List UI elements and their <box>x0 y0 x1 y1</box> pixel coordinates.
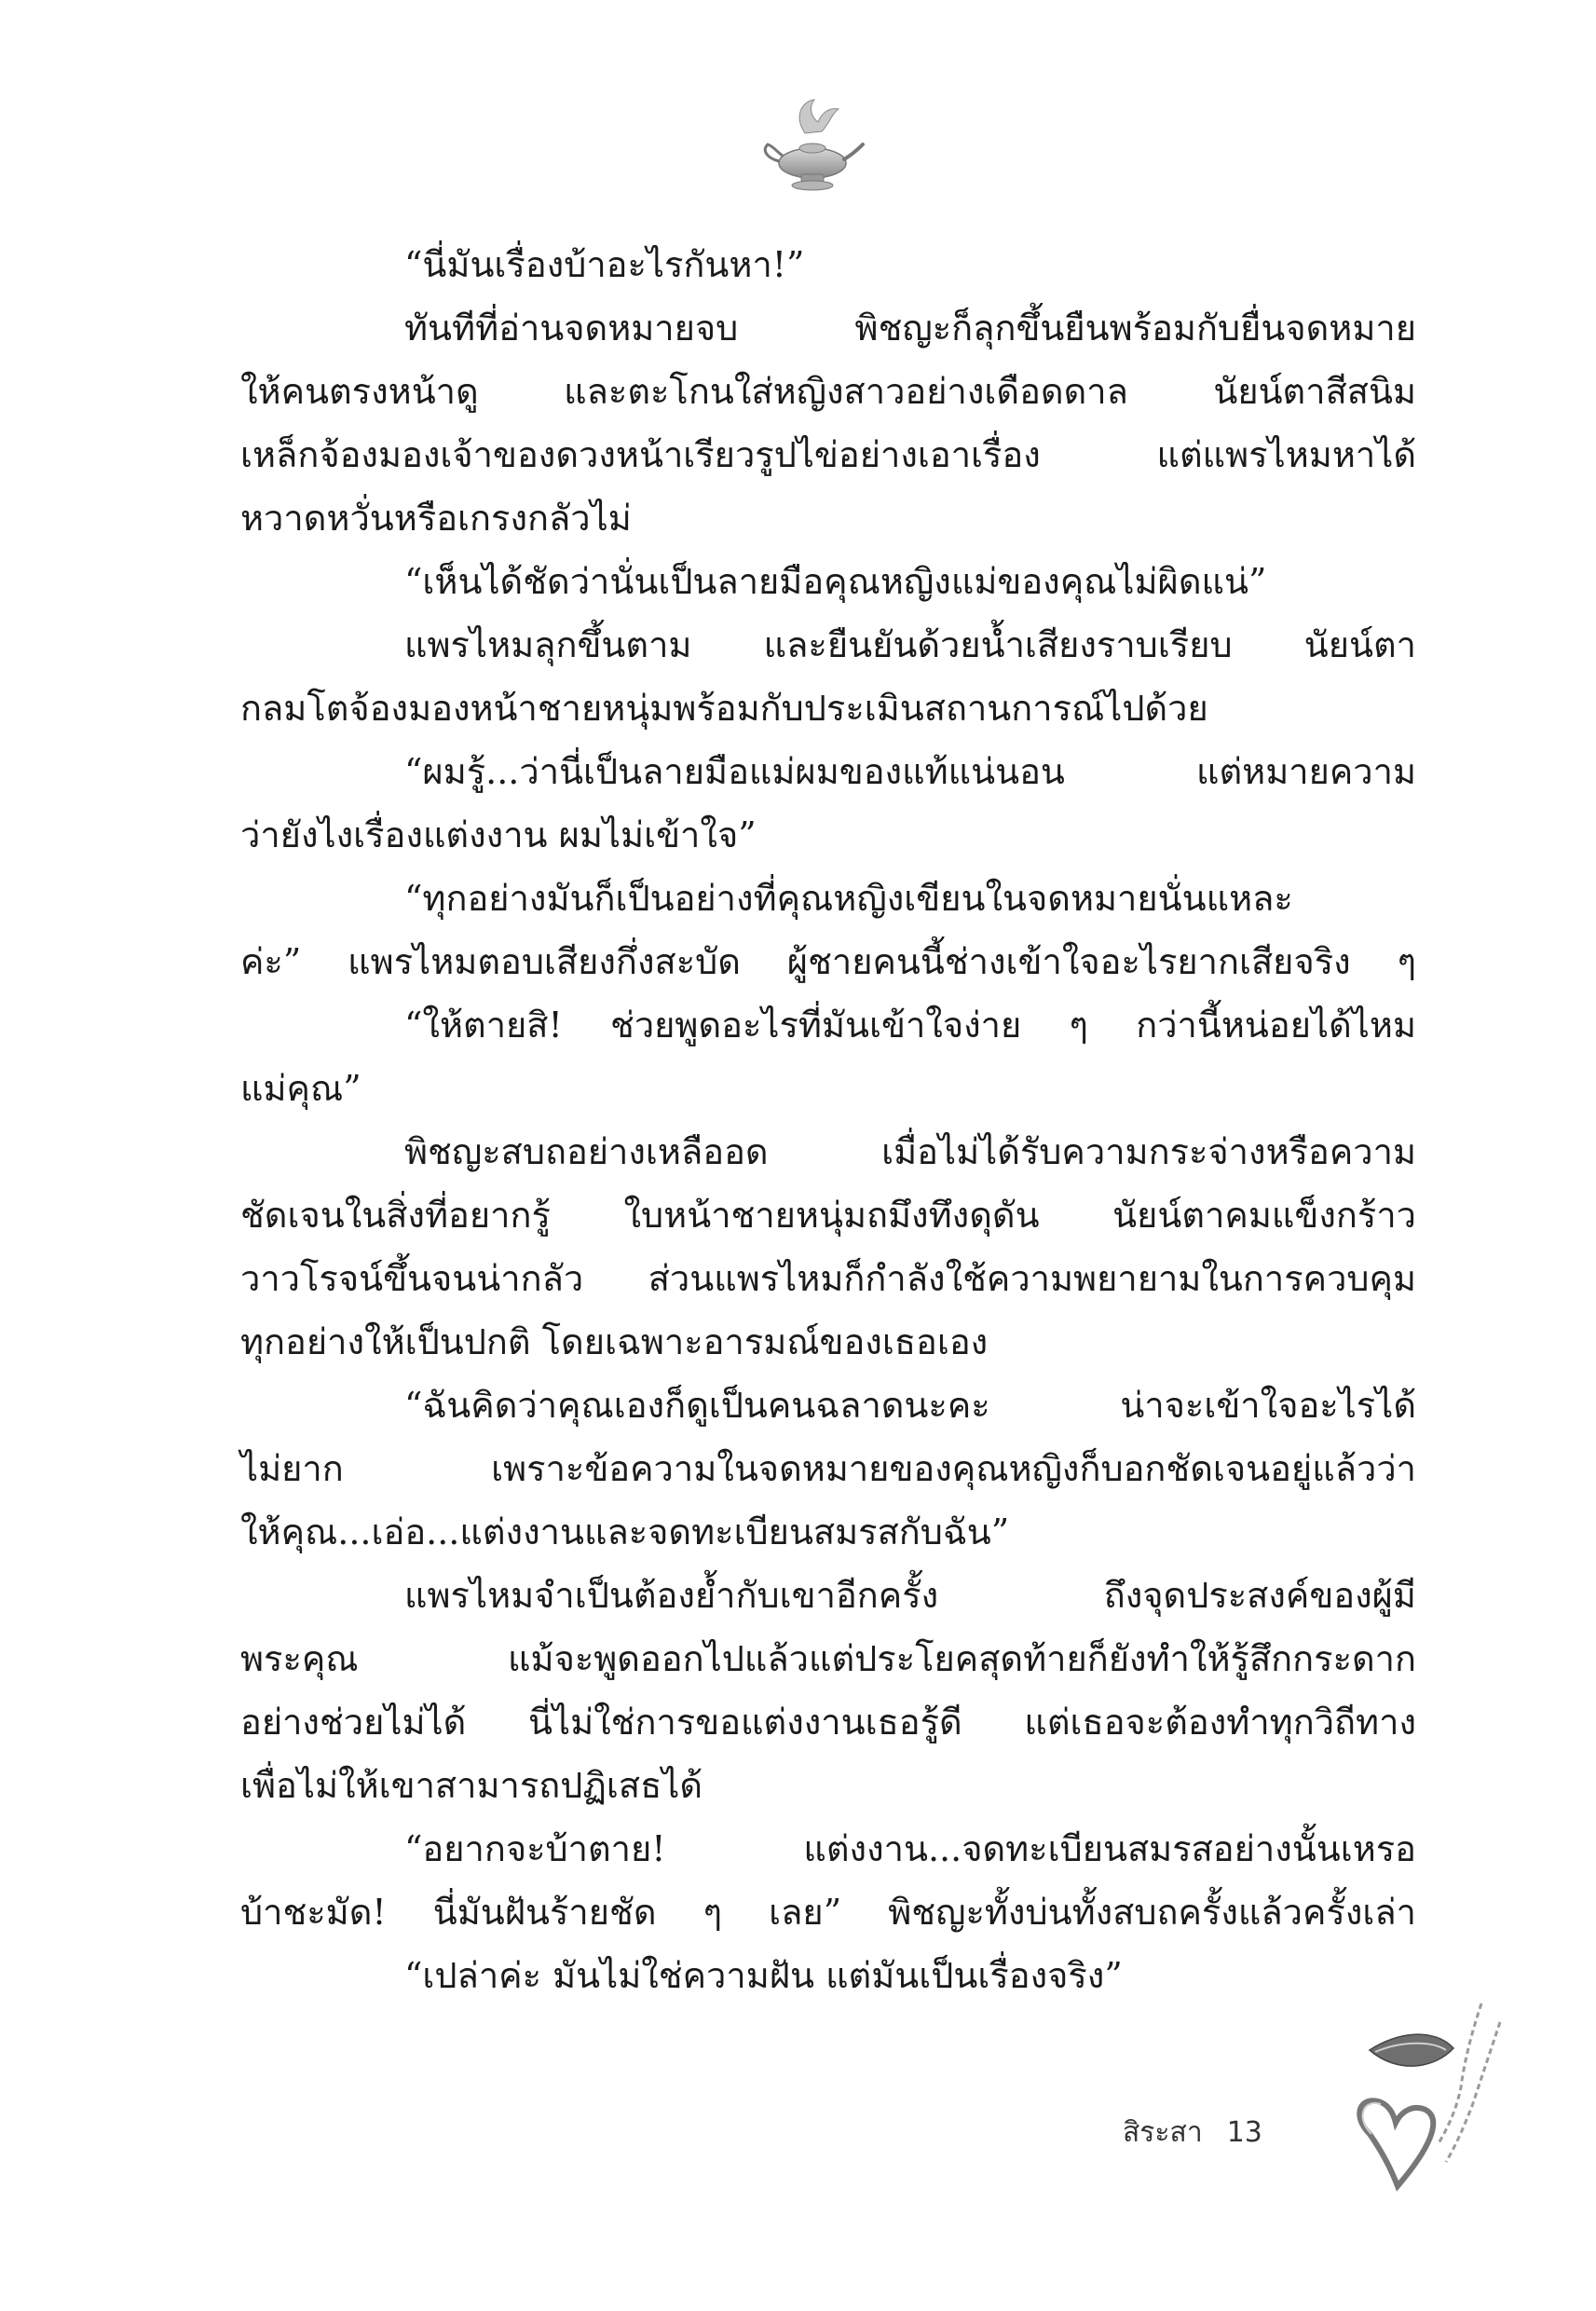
author-name: สิระสา <box>1123 2116 1203 2149</box>
text-line: พิชญะสบถอย่างเหลืออด เมื่อไม่ได้รับความกระจ่างหรือความ <box>404 1131 1416 1172</box>
text-line: ไม่ยาก เพราะข้อความในจดหมายของคุณหญิงก็บอกชัดเจนอยู่แล้วว่า <box>240 1448 1416 1489</box>
page-number: 13 <box>1226 2116 1262 2149</box>
text-line: ให้คนตรงหน้าดู และตะโกนใส่หญิงสาวอย่างเดือดดาล นัยน์ตาสีสนิม <box>240 371 1416 412</box>
text-line: “ทุกอย่างมันก็เป็นอย่างที่คุณหญิงเขียนในจดหมายนั่นแหละ <box>404 878 1293 919</box>
text-line: “นี่มันเรื่องบ้าอะไรกันหา!” <box>404 244 805 285</box>
body-text <box>240 233 1416 2007</box>
text-line: “ฉันคิดว่าคุณเองก็ดูเป็นคนฉลาดนะคะ น่าจะเข้าใจอะไรได้ <box>404 1385 1416 1426</box>
genie-lamp-icon <box>757 89 868 200</box>
heart-pendant-icon <box>1342 1994 1509 2199</box>
text-line: แพรไหมลุกขึ้นตาม และยืนยันด้วยน้ำเสียงราบเรียบ นัยน์ตา <box>404 624 1416 665</box>
text-line: ค่ะ” แพรไหมตอบเสียงกึ่งสะบัด ผู้ชายคนนี้ช่างเข้าใจอะไรยากเสียจริง ๆ <box>240 941 1416 982</box>
text-line: “เห็นได้ชัดว่านั่นเป็นลายมือคุณหญิงแม่ของคุณไม่ผิดแน่” <box>404 561 1267 602</box>
text-line: เหล็กจ้องมองเจ้าของดวงหน้าเรียวรูปไข่อย่างเอาเรื่อง แต่แพรไหมหาได้ <box>240 434 1416 475</box>
text-line: บ้าชะมัด! นี่มันฝันร้ายชัด ๆ เลย” พิชญะทั้งบ่นทั้งสบถครั้งแล้วครั้งเล่า <box>240 1892 1416 1933</box>
text-line: พระคุณ แม้จะพูดออกไปแล้วแต่ประโยคสุดท้ายก็ยังทำให้รู้สึกกระดาก <box>240 1638 1416 1679</box>
text-line: เพื่อไม่ให้เขาสามารถปฏิเสธได้ <box>240 1765 703 1806</box>
text-line: “ผมรู้...ว่านี่เป็นลายมือแม่ผมของแท้แน่นอน แต่หมายความ <box>404 751 1416 792</box>
text-line: วาวโรจน์ขึ้นจนน่ากลัว ส่วนแพรไหมก็กำลังใช้ความพยายามในการควบคุม <box>240 1258 1416 1299</box>
text-line: ชัดเจนในสิ่งที่อยากรู้ ใบหน้าชายหนุ่มถมึงทึงดุดัน นัยน์ตาคมแข็งกร้าว <box>240 1195 1416 1236</box>
text-line: แพรไหมจำเป็นต้องย้ำกับเขาอีกครั้ง ถึงจุดประสงค์ของผู้มี <box>404 1575 1416 1616</box>
page-footer <box>1123 2111 1262 2154</box>
text-line: “เปล่าค่ะ มันไม่ใช่ความฝัน แต่มันเป็นเรื่องจริง” <box>404 1955 1123 1996</box>
text-line: อย่างช่วยไม่ได้ นี่ไม่ใช่การขอแต่งงานเธอรู้ดี แต่เธอจะต้องทำทุกวิถีทาง <box>240 1702 1416 1743</box>
text-line: แม่คุณ” <box>240 1068 361 1109</box>
text-line: กลมโตจ้องมองหน้าชายหนุ่มพร้อมกับประเมินสถานการณ์ไปด้วย <box>240 688 1208 729</box>
text-line: หวาดหวั่นหรือเกรงกลัวไม่ <box>240 498 632 539</box>
text-line: ทุกอย่างให้เป็นปกติ โดยเฉพาะอารมณ์ของเธอเอง <box>240 1321 989 1362</box>
text-line: “ให้ตายสิ! ช่วยพูดอะไรที่มันเข้าใจง่าย ๆ กว่านี้หน่อยได้ไหม <box>404 1005 1416 1046</box>
text-line: ให้คุณ...เอ่อ...แต่งงานและจดทะเบียนสมรสกับฉัน” <box>240 1511 1010 1552</box>
text-line: ว่ายังไงเรื่องแต่งงาน ผมไม่เข้าใจ” <box>240 814 757 855</box>
text-line: “อยากจะบ้าตาย! แต่งงาน...จดทะเบียนสมรสอย่างนั้นเหรอ <box>404 1828 1416 1869</box>
text-line: ทันทีที่อ่านจดหมายจบ พิชญะก็ลุกขึ้นยืนพร้อมกับยื่นจดหมาย <box>404 308 1416 349</box>
